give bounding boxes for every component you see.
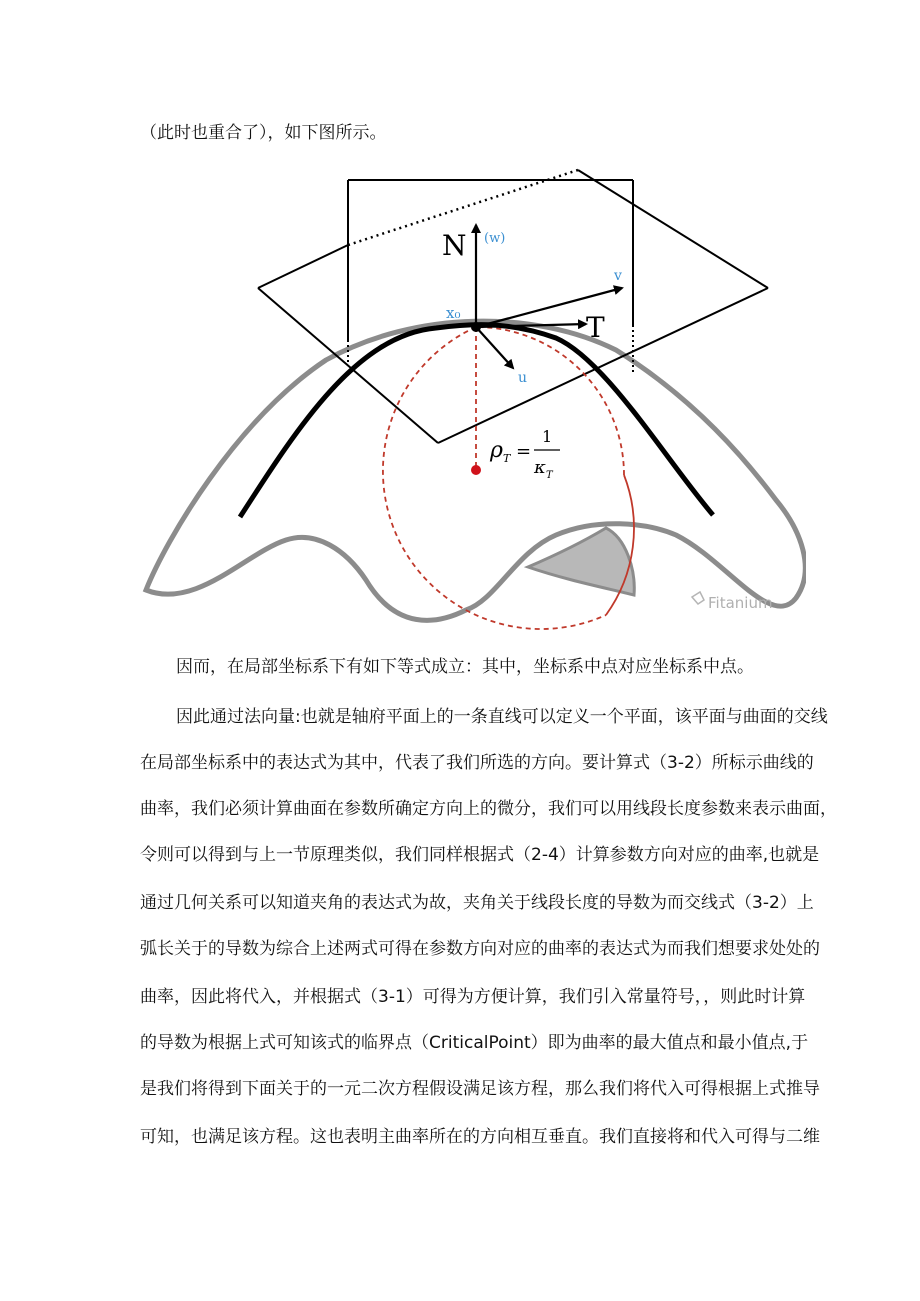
paragraph-2-line-6: 弧长关于的导数为综合上述两式可得在参数方向对应的曲率的表达式为而我们想要求处处的: [140, 939, 820, 959]
paragraph-2-line-4: 令则可以得到与上一节原理类似，我们同样根据式（2-4）计算参数方向对应的曲率,也就是: [140, 845, 820, 865]
label-N: N: [442, 229, 467, 262]
surface-fold: [528, 528, 634, 595]
paragraph-2-line-7: 曲率，因此将代入，并根据式（3-1）可得为方便计算，我们引入常量符号，，则此时计算: [140, 987, 806, 1007]
label-T: T: [586, 311, 605, 344]
label-w: (w): [484, 231, 506, 246]
paragraph-2-line-9: 是我们将得到下面关于的一元二次方程假设满足该方程，那么我们将代入可得根据上式推导: [140, 1079, 820, 1099]
curvature-center: [471, 465, 481, 475]
label-kappa-sub: T: [546, 470, 553, 481]
label-rho: ρ: [490, 438, 503, 463]
paragraph-2-line-10: 可知，也满足该方程。这也表明主曲率所在的方向相互垂直。我们直接将和代入可得与二维: [140, 1127, 820, 1147]
label-kappa: κ: [534, 457, 546, 478]
intro-text: （此时也重合了），如下图所示。: [140, 123, 387, 143]
paragraph-2-line-5: 通过几何关系可以知道夹角的表达式为故，夹角关于线段长度的导数为而交线式（3-2）上: [140, 893, 814, 913]
paragraph-2-line-1: 因此通过法向量:也就是轴府平面上的一条直线可以定义一个平面，该平面与曲面的交线: [176, 707, 828, 727]
tangent-plane-edge-3: [578, 170, 768, 288]
vector-u: [476, 327, 513, 368]
tangent-plane-edge-4: [258, 245, 348, 288]
paragraph-2-line-8: 的导数为根据上式可知该式的临界点（CriticalPoint）即为曲率的最大值点和最小值点,于: [140, 1033, 809, 1053]
curvature-figure: [136, 160, 806, 635]
watermark-text: Fitanium: [708, 594, 773, 612]
label-one: 1: [542, 427, 553, 446]
paragraph-1-line-1: 因而，在局部坐标系下有如下等式成立：其中，坐标系中点对应坐标系中点。: [176, 657, 754, 677]
label-v: v: [614, 268, 622, 284]
label-rho-sub: T: [503, 452, 511, 465]
watermark: [692, 592, 773, 612]
label-u: u: [518, 370, 528, 386]
paragraph-2-line-2: 在局部坐标系中的表达式为其中，代表了我们所选的方向。要计算式（3-2）所标示曲线的: [140, 753, 814, 773]
label-x0: x₀: [446, 304, 461, 322]
paragraph-2-line-3: 曲率，我们必须计算曲面在参数所确定方向上的微分，我们可以用线段长度参数来表示曲面，: [140, 799, 837, 819]
osculating-circle-dashed: [383, 327, 606, 629]
label-equals: =: [516, 441, 532, 462]
watermark-logo-icon: [692, 592, 704, 604]
